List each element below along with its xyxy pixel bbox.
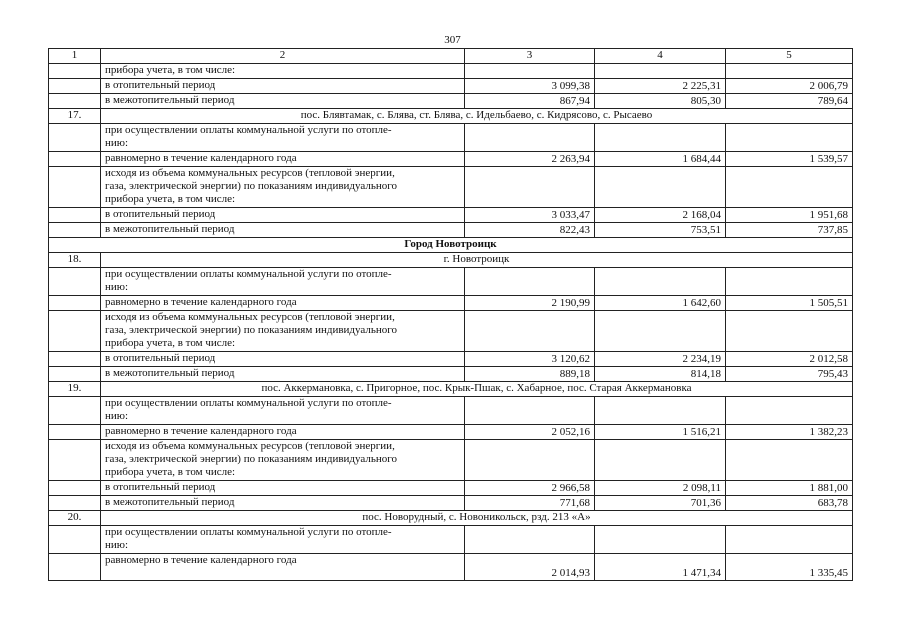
value-col-4 — [595, 268, 726, 296]
row-number — [49, 223, 101, 238]
row-number — [49, 64, 101, 79]
value-col-4: 2 098,11 — [595, 481, 726, 496]
value-col-5 — [726, 440, 853, 481]
value-col-5: 1 881,00 — [726, 481, 853, 496]
value-col-3: 771,68 — [465, 496, 595, 511]
settlement-row — [49, 511, 853, 526]
header-col-5: 5 — [726, 49, 853, 64]
settlement-name: пос. Новорудный, с. Новоникольск, рзд. 213 «А» — [101, 511, 853, 526]
row-description: в межотопительный период — [101, 496, 465, 511]
value-col-3: 2 052,16 — [465, 425, 595, 440]
row-description: равномерно в течение календарного года — [101, 152, 465, 167]
row-number — [49, 526, 101, 554]
table-row — [49, 167, 853, 208]
row-description: исходя из объема коммунальных ресурсов (тепловой энергии, газа, электрической энергии) по показаниям индивидуального прибора учета, в том числе: — [101, 311, 465, 352]
row-number: 18. — [49, 253, 101, 268]
value-col-5: 795,43 — [726, 367, 853, 382]
table-row — [49, 554, 853, 581]
value-col-3 — [465, 526, 595, 554]
row-description: прибора учета, в том числе: — [101, 64, 465, 79]
value-col-4: 753,51 — [595, 223, 726, 238]
table-row — [49, 79, 853, 94]
table-row — [49, 496, 853, 511]
row-description: исходя из объема коммунальных ресурсов (тепловой энергии, газа, электрической энергии) по показаниям индивидуального прибора учета, в том числе: — [101, 440, 465, 481]
row-number: 20. — [49, 511, 101, 526]
value-col-4 — [595, 311, 726, 352]
row-number — [49, 311, 101, 352]
row-description: при осуществлении оплаты коммунальной услуги по отопле- нию: — [101, 124, 465, 152]
header-col-4: 4 — [595, 49, 726, 64]
row-description: исходя из объема коммунальных ресурсов (тепловой энергии, газа, электрической энергии) по показаниям индивидуального прибора учета, в том числе: — [101, 167, 465, 208]
header-row — [49, 49, 853, 64]
row-number — [49, 367, 101, 382]
value-col-5: 1 505,51 — [726, 296, 853, 311]
value-col-3 — [465, 311, 595, 352]
table-row — [49, 311, 853, 352]
value-col-5: 1 382,23 — [726, 425, 853, 440]
value-col-3: 3 033,47 — [465, 208, 595, 223]
row-number — [49, 268, 101, 296]
row-number — [49, 94, 101, 109]
table-row — [49, 296, 853, 311]
settlement-name: пос. Аккермановка, с. Пригорное, пос. Крык-Пшак, с. Хабарное, пос. Старая Аккермановка — [101, 382, 853, 397]
row-description: в отопительный период — [101, 79, 465, 94]
value-col-4 — [595, 397, 726, 425]
value-col-4: 814,18 — [595, 367, 726, 382]
settlement-name: пос. Блявтамак, с. Блява, ст. Блява, с. Идельбаево, с. Кидрясово, с. Рысаево — [101, 109, 853, 124]
table-row — [49, 223, 853, 238]
value-col-3: 867,94 — [465, 94, 595, 109]
value-col-4: 2 234,19 — [595, 352, 726, 367]
value-col-4 — [595, 64, 726, 79]
row-number — [49, 397, 101, 425]
table-row — [49, 94, 853, 109]
header-col-1: 1 — [49, 49, 101, 64]
value-col-3: 2 014,93 — [465, 554, 595, 581]
value-col-4: 1 471,34 — [595, 554, 726, 581]
value-col-5 — [726, 64, 853, 79]
value-col-4 — [595, 526, 726, 554]
row-description: равномерно в течение календарного года — [101, 425, 465, 440]
header-col-3: 3 — [465, 49, 595, 64]
row-number: 17. — [49, 109, 101, 124]
value-col-3: 2 966,58 — [465, 481, 595, 496]
value-col-3 — [465, 440, 595, 481]
settlement-row — [49, 109, 853, 124]
value-col-3: 2 190,99 — [465, 296, 595, 311]
row-description: при осуществлении оплаты коммунальной услуги по отопле- нию: — [101, 268, 465, 296]
value-col-4: 1 642,60 — [595, 296, 726, 311]
row-description: равномерно в течение календарного года — [101, 554, 465, 581]
row-number — [49, 79, 101, 94]
value-col-5: 1 335,45 — [726, 554, 853, 581]
table-row — [49, 152, 853, 167]
value-col-5 — [726, 397, 853, 425]
page-number: 307 — [444, 34, 461, 46]
table-row — [49, 367, 853, 382]
value-col-5: 737,85 — [726, 223, 853, 238]
region-title: Город Новотроицк — [49, 238, 853, 253]
value-col-5 — [726, 311, 853, 352]
row-number — [49, 152, 101, 167]
value-col-4: 1 684,44 — [595, 152, 726, 167]
value-col-4 — [595, 124, 726, 152]
row-number — [49, 124, 101, 152]
value-col-4: 1 516,21 — [595, 425, 726, 440]
value-col-3 — [465, 397, 595, 425]
row-number — [49, 296, 101, 311]
row-description: при осуществлении оплаты коммунальной услуги по отопле- нию: — [101, 397, 465, 425]
value-col-5: 2 012,58 — [726, 352, 853, 367]
row-description: в отопительный период — [101, 352, 465, 367]
table-row — [49, 208, 853, 223]
row-description: в отопительный период — [101, 481, 465, 496]
settlement-name: г. Новотроицк — [101, 253, 853, 268]
value-col-5 — [726, 268, 853, 296]
settlement-row — [49, 253, 853, 268]
value-col-4: 805,30 — [595, 94, 726, 109]
row-number: 19. — [49, 382, 101, 397]
value-col-5: 789,64 — [726, 94, 853, 109]
value-col-4: 2 225,31 — [595, 79, 726, 94]
row-number — [49, 554, 101, 581]
value-col-5: 683,78 — [726, 496, 853, 511]
row-number — [49, 440, 101, 481]
value-col-5: 1 539,57 — [726, 152, 853, 167]
value-col-4 — [595, 440, 726, 481]
row-number — [49, 425, 101, 440]
row-number — [49, 208, 101, 223]
value-col-4: 701,36 — [595, 496, 726, 511]
value-col-3: 2 263,94 — [465, 152, 595, 167]
value-col-3 — [465, 64, 595, 79]
tariff-table — [48, 48, 853, 581]
value-col-5 — [726, 124, 853, 152]
region-row — [49, 238, 853, 253]
value-col-5 — [726, 167, 853, 208]
row-description: в межотопительный период — [101, 223, 465, 238]
row-number — [49, 167, 101, 208]
table-body — [49, 64, 853, 581]
value-col-5 — [726, 526, 853, 554]
value-col-3 — [465, 167, 595, 208]
value-col-5: 1 951,68 — [726, 208, 853, 223]
table-row — [49, 352, 853, 367]
row-number — [49, 352, 101, 367]
value-col-5: 2 006,79 — [726, 79, 853, 94]
value-col-4 — [595, 167, 726, 208]
table-row — [49, 268, 853, 296]
table-row — [49, 425, 853, 440]
row-description: в межотопительный период — [101, 94, 465, 109]
row-description: при осуществлении оплаты коммунальной услуги по отопле- нию: — [101, 526, 465, 554]
row-description: в межотопительный период — [101, 367, 465, 382]
row-description: в отопительный период — [101, 208, 465, 223]
value-col-3 — [465, 124, 595, 152]
row-number — [49, 496, 101, 511]
row-number — [49, 481, 101, 496]
table-row — [49, 124, 853, 152]
table-row — [49, 440, 853, 481]
table-row — [49, 526, 853, 554]
settlement-row — [49, 382, 853, 397]
row-description: равномерно в течение календарного года — [101, 296, 465, 311]
value-col-3: 889,18 — [465, 367, 595, 382]
value-col-4: 2 168,04 — [595, 208, 726, 223]
table-row — [49, 64, 853, 79]
value-col-3: 3 120,62 — [465, 352, 595, 367]
header-col-2: 2 — [101, 49, 465, 64]
table-row — [49, 397, 853, 425]
value-col-3 — [465, 268, 595, 296]
value-col-3: 3 099,38 — [465, 79, 595, 94]
value-col-3: 822,43 — [465, 223, 595, 238]
table-row — [49, 481, 853, 496]
